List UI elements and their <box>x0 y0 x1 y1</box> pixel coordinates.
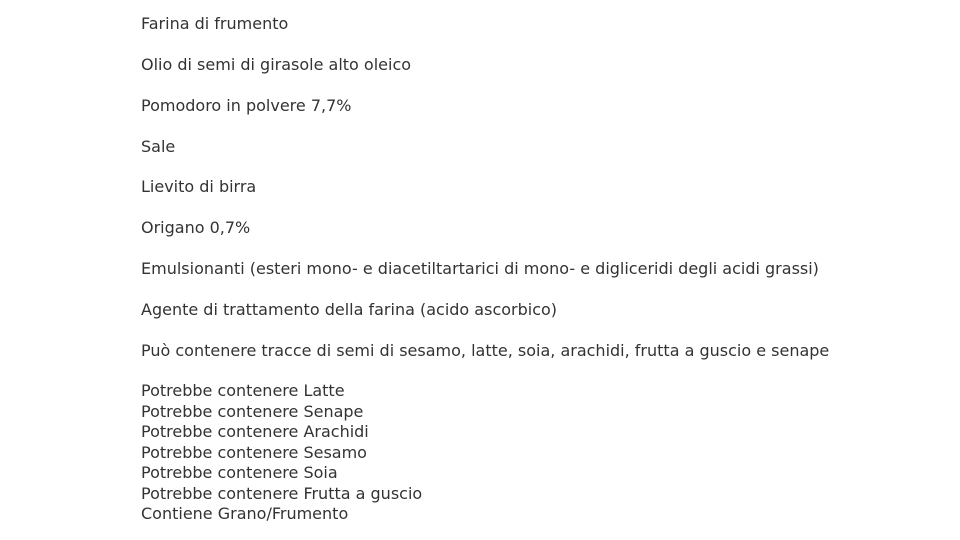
ingredient-flour-agent: Agente di trattamento della farina (acido ascorbico) <box>141 300 558 319</box>
ingredient-tomato: Pomodoro in polvere 7,7% <box>141 96 352 115</box>
ingredient-salt: Sale <box>141 137 176 156</box>
ingredient-oil: Olio di semi di girasole alto oleico <box>141 55 412 74</box>
allergen-nuts: Potrebbe contenere Frutta a guscio <box>141 483 423 503</box>
allergen-sesame: Potrebbe contenere Sesamo <box>141 442 367 462</box>
ingredient-emulsifiers: Emulsionanti (esteri mono- e diacetiltartarici di mono- e digliceridi degli acidi grassi) <box>141 259 819 278</box>
ingredient-traces: Può contenere tracce di semi di sesamo, latte, soia, arachidi, frutta a guscio e senape <box>141 341 830 360</box>
ingredient-yeast: Lievito di birra <box>141 177 257 196</box>
allergen-milk: Potrebbe contenere Latte <box>141 381 345 400</box>
ingredient-oregano: Origano 0,7% <box>141 218 251 237</box>
allergen-list <box>141 381 422 525</box>
allergen-soy: Potrebbe contenere Soia <box>141 463 338 482</box>
ingredient-flour: Farina di frumento <box>141 14 289 33</box>
allergen-peanuts: Potrebbe contenere Arachidi <box>141 422 369 441</box>
allergen-wheat: Contiene Grano/Frumento <box>141 504 349 523</box>
allergen-mustard: Potrebbe contenere Senape <box>141 401 364 421</box>
